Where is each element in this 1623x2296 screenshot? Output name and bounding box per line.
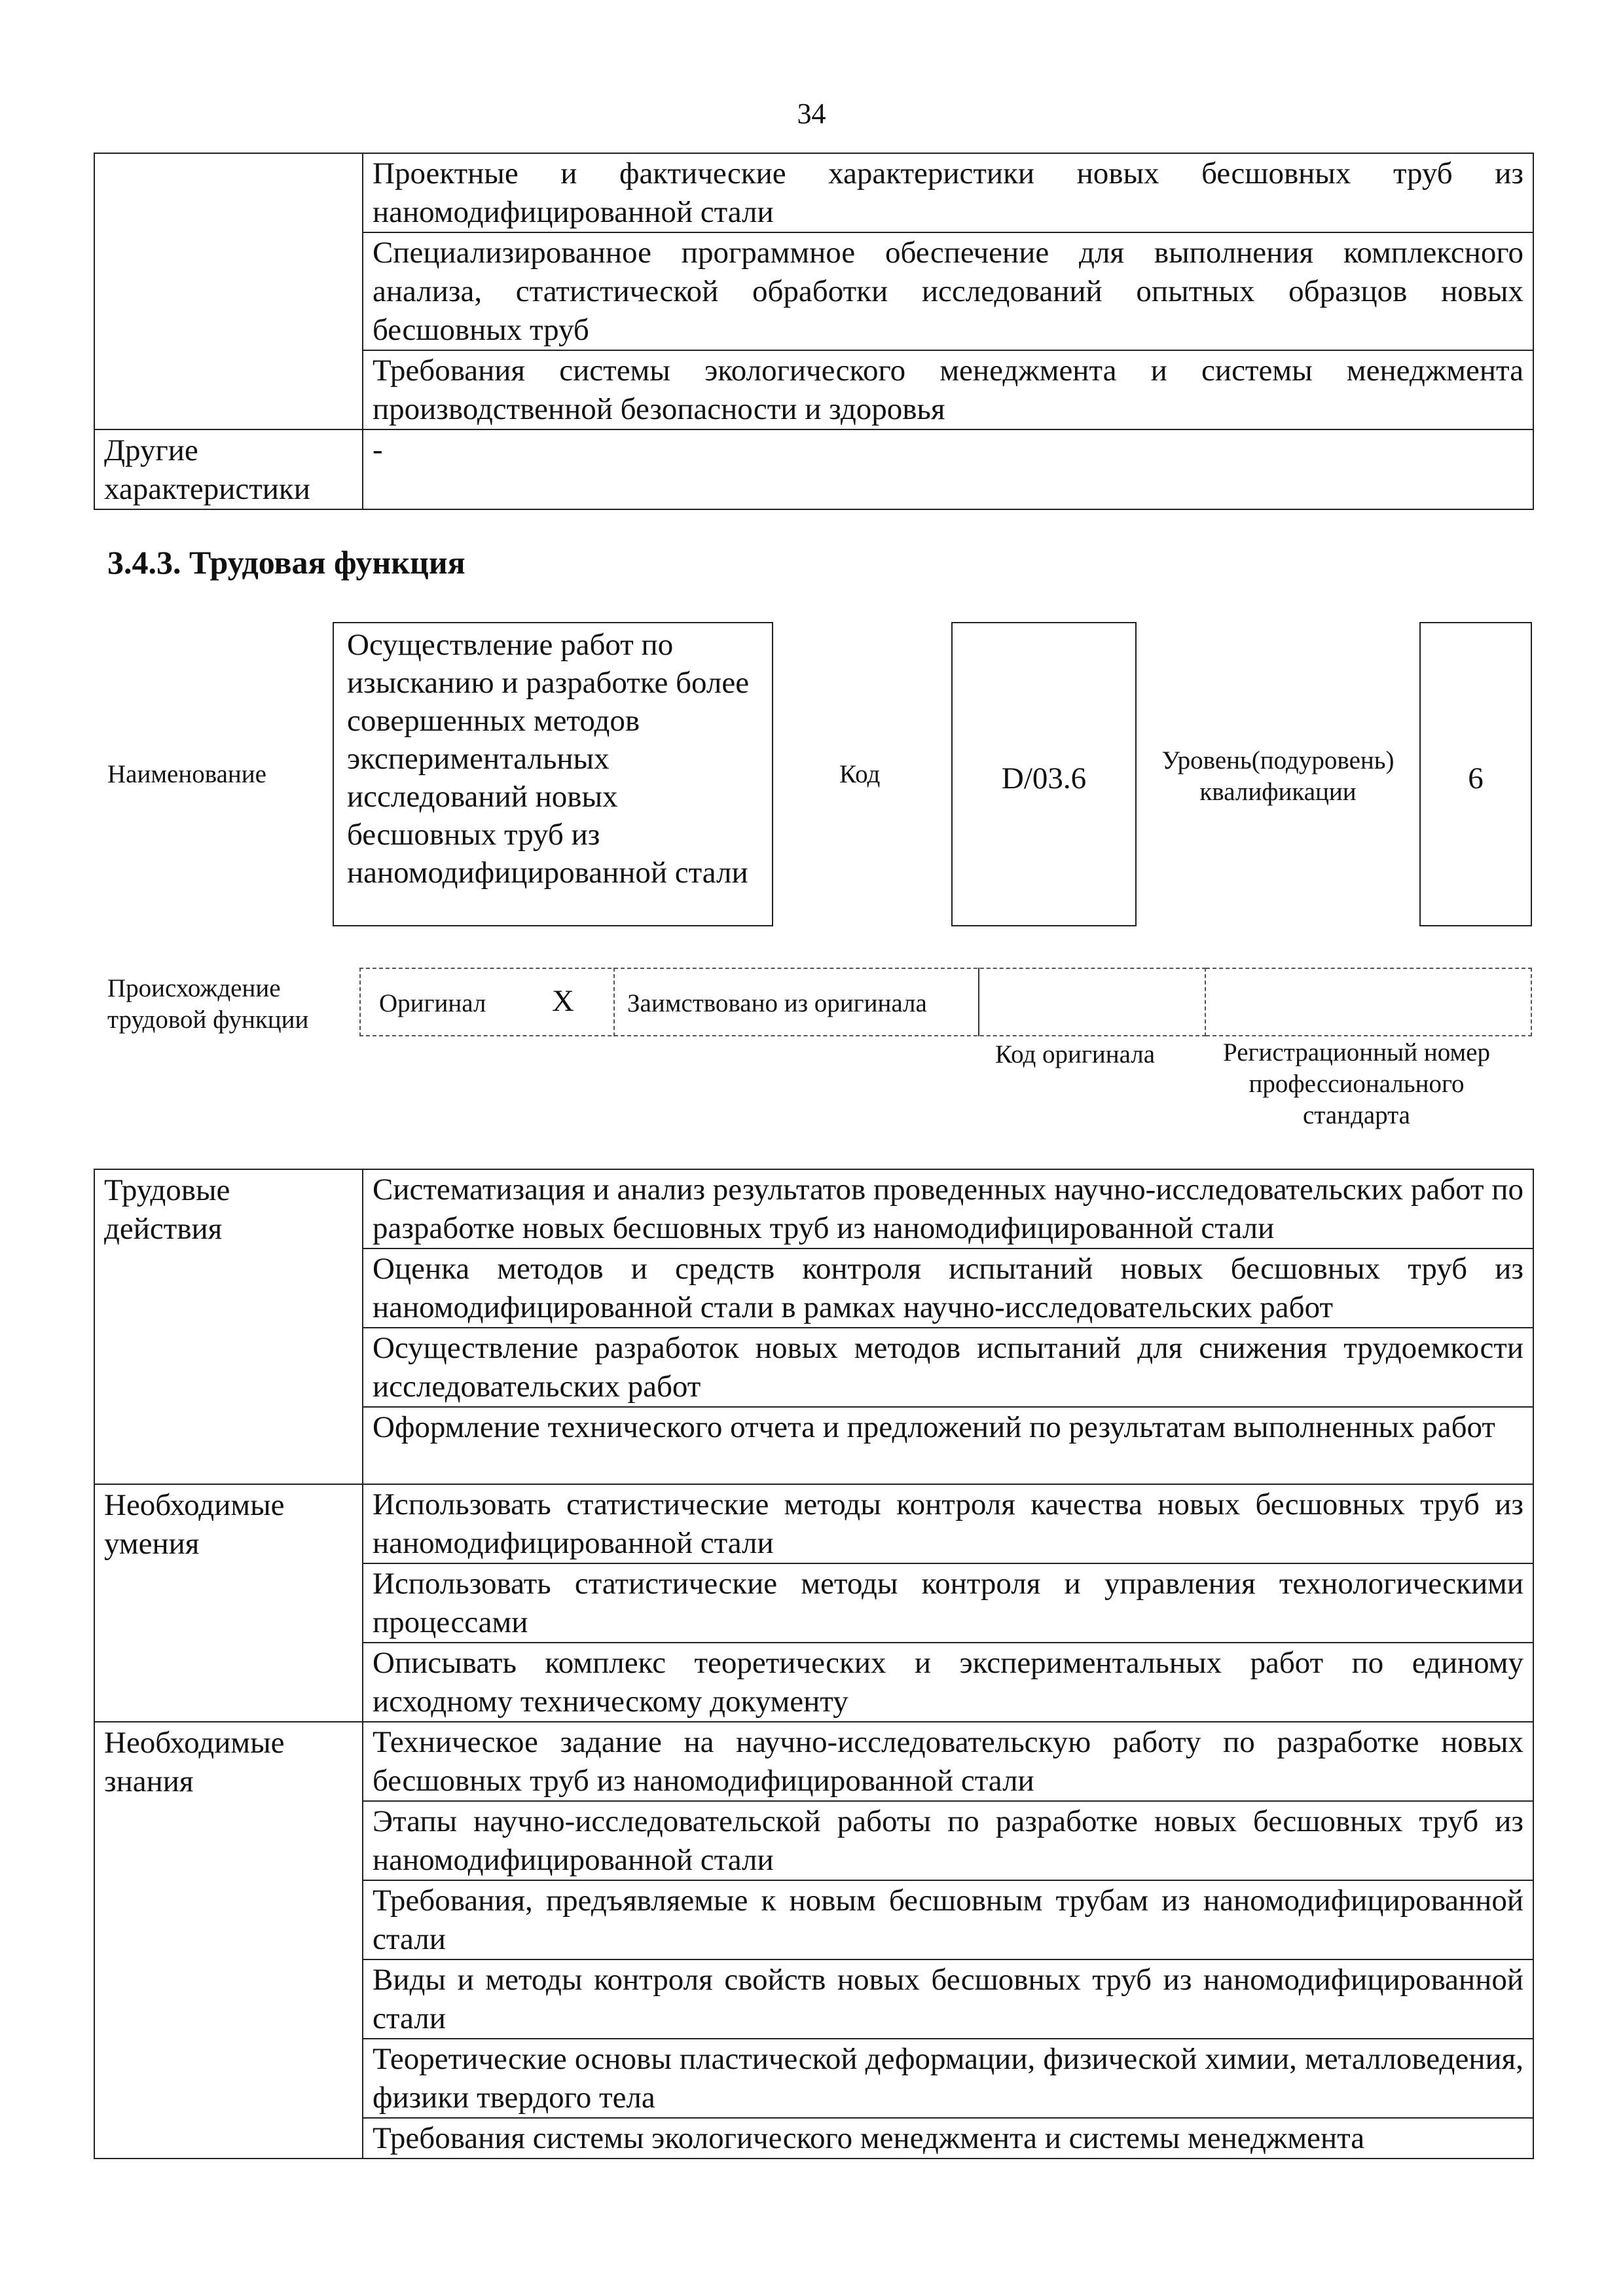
cell-text: Использовать статистические методы контроля качества новых бесшовных труб из наномодифицированной стали: [373, 1487, 1523, 1560]
table-cell: [363, 1880, 1533, 1959]
borrowed-label: Заимствовано из оригинала: [627, 989, 927, 1017]
cell-text: Специализированное программное обеспечение для выполнения комплексного анализа, статистической обработки исследований опытных образцов новых бесшовных труб: [373, 236, 1523, 347]
level-label: Уровень(подуровень) квалификации: [1161, 746, 1395, 806]
code-box: [951, 622, 1137, 926]
table-cell: [363, 429, 1533, 509]
cell-text: Требования системы экологического менеджмента и системы менеджмента: [373, 2121, 1365, 2155]
cell-text: Проектные и фактические характеристики новых бесшовных труб из наномодифицированной стали: [373, 156, 1523, 229]
group-label: Трудовые действия: [104, 1173, 230, 1246]
table-cell: [363, 2118, 1533, 2159]
other-characteristics-value: -: [373, 433, 383, 467]
table-cell: [94, 429, 363, 509]
cell-text: Систематизация и анализ результатов проведенных научно-исследовательских работ по разработке новых бесшовных труб из наномодифицированной стали: [373, 1173, 1523, 1245]
origin-label: Происхождение трудовой функции: [107, 974, 309, 1034]
reg-number-frame: [1206, 968, 1532, 1036]
code-value: D/03.6: [1001, 761, 1087, 795]
table-cell: [363, 1643, 1533, 1722]
code-original-label: Код оригинала: [995, 1040, 1156, 1068]
table-cell: [363, 153, 1533, 232]
cell-text: Требования системы экологического менеджмента и системы менеджмента производственной безопасности и здоровья: [373, 354, 1523, 426]
code-label: Код: [839, 760, 881, 788]
function-name: Осуществление работ по изысканию и разработке более совершенных методов экспериментальных исследований новых бесшовных труб из наномодифицированной стали: [347, 628, 750, 890]
cell-text: Осуществление разработок новых методов испытаний для снижения трудоемкости исследовательских работ: [373, 1331, 1523, 1404]
table-cell: [363, 1328, 1533, 1407]
cell-text: Теоретические основы пластической деформации, физической химии, металловедения, физики твердого тела: [373, 2042, 1523, 2115]
characteristics-table: [94, 153, 1534, 510]
cell-text: Этапы научно-исследовательской работы по разработке новых бесшовных труб из наномодифицированной стали: [373, 1804, 1523, 1877]
table-cell: [363, 1563, 1533, 1643]
row-label-cell: [94, 153, 363, 429]
original-label: Оригинал: [379, 989, 486, 1017]
cell-text: Техническое задание на научно-исследовательскую работу по разработке новых бесшовных труб из наномодифицированной стали: [373, 1725, 1523, 1798]
origin-divider: [978, 968, 979, 1036]
table-row: [94, 1722, 1533, 1801]
table-cell: [363, 350, 1533, 429]
table-cell: [363, 1248, 1533, 1328]
group-label: Необходимые умения: [104, 1488, 285, 1561]
level-value: 6: [1468, 761, 1484, 795]
name-label: Наименование: [107, 760, 266, 788]
table-row: [94, 153, 1533, 232]
table-row: [94, 429, 1533, 509]
group-label-cell: [94, 1484, 363, 1722]
reg-number-label: Регистрационный номер профессионального стандарта: [1223, 1038, 1490, 1129]
cell-text: Виды и методы контроля свойств новых бесшовных труб из наномодифицированной стали: [373, 1963, 1523, 2035]
page-number: 34: [797, 98, 826, 130]
table-row: [94, 1484, 1533, 1563]
cell-text: Оценка методов и средств контроля испытаний новых бесшовных труб из наномодифицированной стали в рамках научно-исследовательских работ: [373, 1252, 1523, 1324]
group-label-cell: [94, 1722, 363, 2159]
table-cell: [363, 1959, 1533, 2039]
cell-text: Требования, предъявляемые к новым бесшовным трубам из наномодифицированной стали: [373, 1884, 1523, 1956]
level-box: [1419, 622, 1532, 926]
table-cell: [363, 1169, 1533, 1248]
original-mark: X: [552, 984, 574, 1018]
table-cell: [363, 1407, 1533, 1484]
name-box: [333, 622, 773, 926]
labor-function-table: [94, 1169, 1534, 2159]
table-cell: [363, 1722, 1533, 1801]
cell-text: Оформление технического отчета и предложений по результатам выполненных работ: [373, 1410, 1495, 1444]
table-cell: [363, 232, 1533, 350]
group-label: Необходимые знания: [104, 1726, 285, 1798]
table-cell: [363, 1484, 1533, 1563]
cell-text: Использовать статистические методы контроля и управления технологическими процессами: [373, 1567, 1523, 1639]
origin-divider: [613, 968, 615, 1036]
section-heading: 3.4.3. Трудовая функция: [107, 544, 465, 581]
other-characteristics-label: Другие характеристики: [104, 433, 310, 506]
table-cell: [363, 2039, 1533, 2118]
cell-text: Описывать комплекс теоретических и экспериментальных работ по единому исходному техническому документу: [373, 1646, 1523, 1719]
table-row: [94, 1169, 1533, 1248]
group-label-cell: [94, 1169, 363, 1484]
table-cell: [363, 1801, 1533, 1880]
